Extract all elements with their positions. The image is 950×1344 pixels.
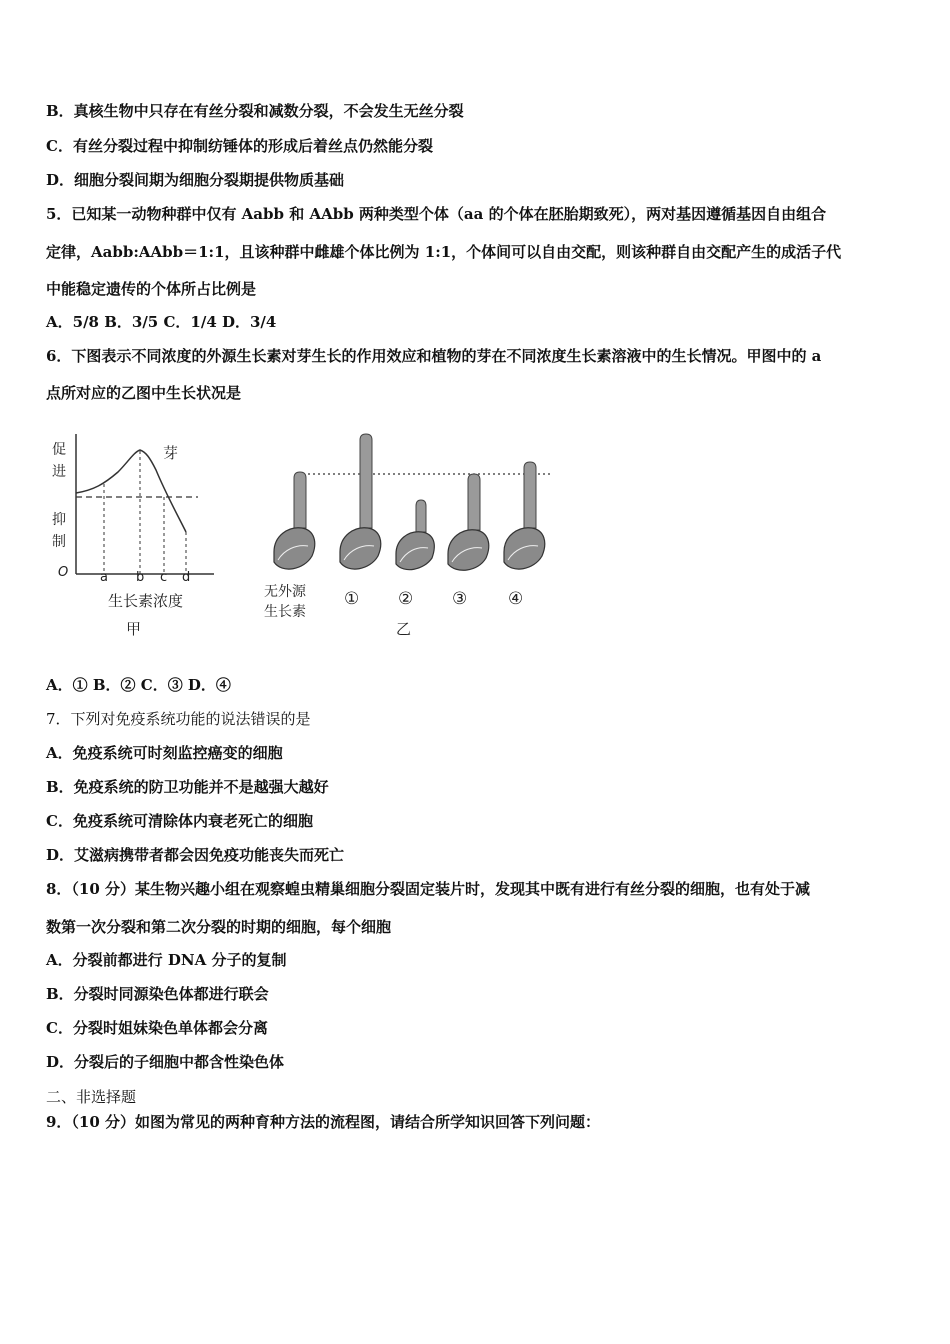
option-c-q4: C．有丝分裂过程中抑制纺锤体的形成后着丝点仍然能分裂 [46, 137, 433, 155]
graph-yi [264, 434, 550, 638]
option-c-q8: C．分裂时姐妹染色单体都会分离 [46, 1019, 268, 1037]
question-8-line-1: 8．（10 分）某生物兴趣小组在观察蝗虫精巢细胞分裂固定装片时，发现其中既有进行有丝分裂的细胞，也有处于减 [46, 880, 811, 898]
question-5-line-3: 中能稳定遗传的个体所占比例是 [46, 280, 257, 298]
sprout-control [274, 472, 315, 569]
sprout-1 [340, 434, 381, 569]
label-inhibit-1: 抑 [52, 512, 66, 528]
tick-b: b [136, 570, 145, 585]
label-promote-2: 进 [52, 464, 66, 480]
question-5-line-1: 5．已知某一动物种群中仅有 Aabb 和 AAbb 两种类型个体（aa 的个体在胚胎期致死），两对基因遵循基因自由组合 [46, 205, 827, 223]
x-axis-label: 生长素浓度 [108, 592, 184, 610]
sprout-2 [396, 500, 434, 570]
question-9-stem: 9．（10 分）如图为常见的两种育种方法的流程图，请结合所学知识回答下列问题： [46, 1113, 601, 1131]
sprout-3 [448, 474, 489, 570]
sprout-4 [504, 462, 545, 569]
tick-d: d [182, 570, 191, 585]
graph-jia [52, 434, 214, 638]
tick-c: c [160, 570, 168, 585]
option-d-q4: D．细胞分裂间期为细胞分裂期提供物质基础 [46, 171, 345, 189]
origin-label: O [58, 565, 69, 580]
question-6-options: A．① B．② C．③ D．④ [46, 676, 231, 694]
question-5-line-2: 定律，Aabb:AAbb＝1:1，且该种群中雌雄个体比例为 1:1，个体间可以自由交配，则该种群自由交配产生的成活子代 [46, 243, 842, 261]
option-a-q8: A．分裂前都进行 DNA 分子的复制 [46, 951, 287, 969]
auxin-figure-svg [46, 424, 566, 664]
section-heading: 二、非选择题 [46, 1088, 137, 1106]
control-label-2: 生长素 [264, 604, 306, 620]
label-promote-1: 促 [52, 442, 66, 458]
option-b-q4: B．真核生物中只存在有丝分裂和减数分裂，不会发生无丝分裂 [46, 102, 464, 120]
sample-label-1: ① [344, 589, 360, 609]
question-6-line-2: 点所对应的乙图中生长状况是 [46, 384, 242, 402]
tick-a: a [100, 570, 108, 585]
question-7-stem: 7．下列对免疫系统功能的说法错误的是 [46, 710, 311, 728]
control-label-1: 无外源 [264, 584, 306, 600]
caption-jia: 甲 [126, 620, 142, 638]
sample-label-4: ④ [508, 589, 524, 609]
auxin-figure [46, 424, 566, 664]
option-d-q8: D．分裂后的子细胞中都含性染色体 [46, 1053, 285, 1071]
sample-label-3: ③ [452, 589, 468, 609]
option-b-q7: B．免疫系统的防卫功能并不是越强大越好 [46, 778, 329, 796]
option-b-q8: B．分裂时同源染色体都进行联会 [46, 985, 269, 1003]
sample-label-2: ② [398, 589, 414, 609]
option-a-q7: A．免疫系统可时刻监控癌变的细胞 [46, 744, 283, 762]
question-8-line-2: 数第一次分裂和第二次分裂的时期的细胞，每个细胞 [46, 918, 392, 936]
caption-yi: 乙 [396, 620, 412, 638]
question-5-options: A．5/8 B．3/5 C．1/4 D．3/4 [46, 313, 277, 331]
label-inhibit-2: 制 [52, 534, 66, 550]
curve-label-bud: 芽 [163, 444, 179, 462]
option-c-q7: C．免疫系统可清除体内衰老死亡的细胞 [46, 812, 313, 830]
option-d-q7: D．艾滋病携带者都会因免疫功能丧失而死亡 [46, 846, 345, 864]
question-6-line-1: 6．下图表示不同浓度的外源生长素对芽生长的作用效应和植物的芽在不同浓度生长素溶液中的生长情况。甲图中的 a [46, 347, 822, 365]
response-curve [76, 450, 186, 532]
